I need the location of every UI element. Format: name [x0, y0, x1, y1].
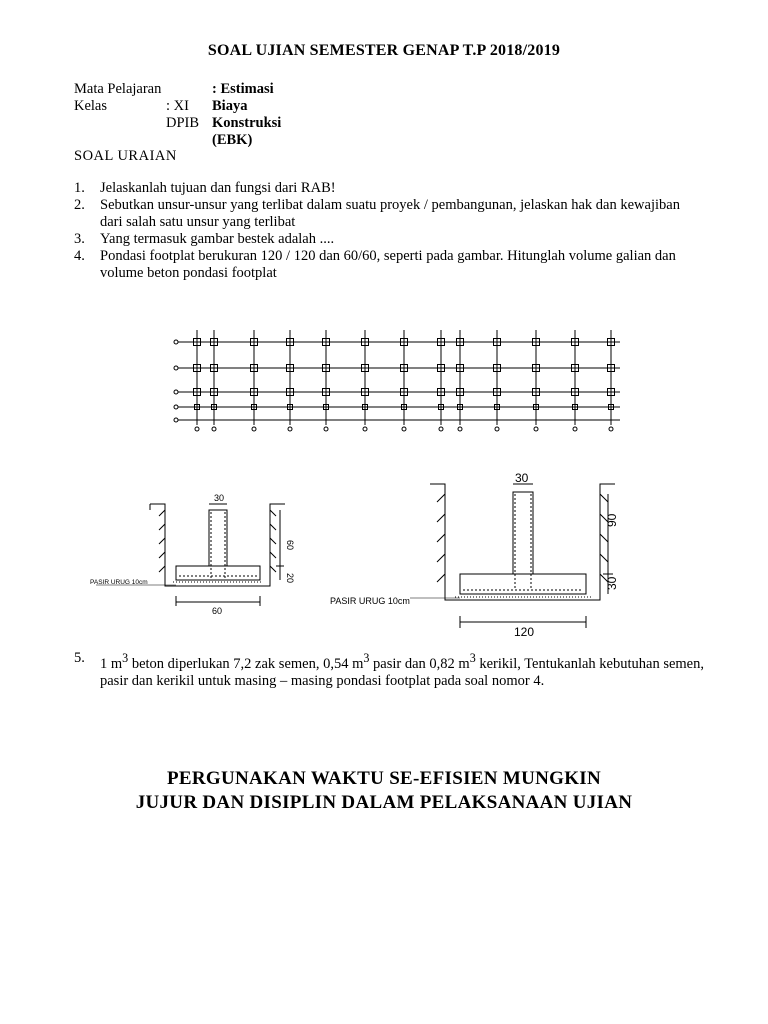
section-title: SOAL URAIAN: [74, 148, 177, 164]
question-item-5: [74, 650, 714, 690]
foundation-plan-drawing: [170, 325, 630, 435]
closing-line-1: PERGUNAKAN WAKTU SE-EFISIEN MUNGKIN: [166, 768, 601, 789]
dim-top-label: 30: [515, 472, 529, 485]
text-segment: pasir dan 0,82 m: [369, 655, 470, 672]
dim-width-label: 60: [212, 606, 223, 616]
question-item: [74, 180, 704, 197]
subject-value: : Estimasi Biaya Konstruksi (EBK): [212, 81, 282, 148]
class-value: : XI DPIB: [166, 98, 200, 131]
question-number: 5.: [74, 650, 85, 666]
document-title: SOAL UJIAN SEMESTER GENAP T.P 2018/2019: [207, 42, 561, 59]
question-text: Jelaskanlah tujuan dan fungsi dari RAB!: [100, 180, 336, 196]
class-label: Kelas: [74, 98, 108, 114]
question-number: 3.: [74, 231, 85, 247]
text-segment: kerikil, Tentukanlah kebutuhan semen, pasir dan kerikil untuk masing – masing pondasi footplat pada soal nomor 4.: [100, 655, 704, 689]
subject-label: Mata Pelajaran: [74, 81, 162, 97]
excavation-outline: [430, 484, 615, 600]
class-row: [74, 98, 200, 131]
sand-layer-label: PASIR URUG 10cm: [330, 596, 410, 606]
question-list: [74, 180, 704, 282]
closing-line-2: JUJUR DAN DISIPLIN DALAM PELAKSANAAN UJIAN: [135, 792, 633, 813]
dim-base-label: 30: [605, 576, 619, 590]
footplat-large-section: [320, 472, 640, 637]
question-item: [74, 231, 704, 248]
text-segment: beton diperlukan 7,2 zak semen, 0,54 m: [128, 655, 364, 672]
question-item: [74, 197, 704, 231]
footplat-base: [176, 566, 260, 580]
sand-layer-label: PASIR URUG 10cm: [90, 579, 148, 586]
superscript: 3: [122, 651, 129, 665]
question-text: [74, 650, 714, 690]
question-text: Pondasi footplat berukuran 120 / 120 dan 60/60, seperti pada gambar. Hitunglah volume galian dan volume beton pondasi footplat: [100, 248, 676, 281]
dim-width-label: 120: [514, 625, 535, 637]
question-number: 2.: [74, 197, 85, 213]
excavation-outline: [150, 504, 285, 586]
question-number: 1.: [74, 180, 85, 196]
dim-height-label: 90: [605, 513, 619, 527]
question-text: Sebutkan unsur-unsur yang terlibat dalam suatu proyek / pembangunan, jelaskan hak dan kewajiban dari salah satu unsur yang terlibat: [100, 197, 680, 230]
question-text: Yang termasuk gambar bestek adalah ....: [100, 231, 335, 247]
footplat-base: [460, 574, 586, 594]
superscript: 3: [363, 651, 370, 665]
dim-height-label: 60: [285, 540, 295, 551]
column-stub: [209, 510, 227, 566]
dim-top-label: 30: [214, 493, 225, 503]
footplat-small-section: [80, 490, 320, 620]
column-stub: [513, 492, 533, 574]
superscript: 3: [469, 651, 476, 665]
question-item: [74, 248, 704, 282]
dim-base-label: 20: [285, 573, 295, 584]
text-segment: 1 m: [100, 655, 123, 672]
question-number: 4.: [74, 248, 85, 264]
